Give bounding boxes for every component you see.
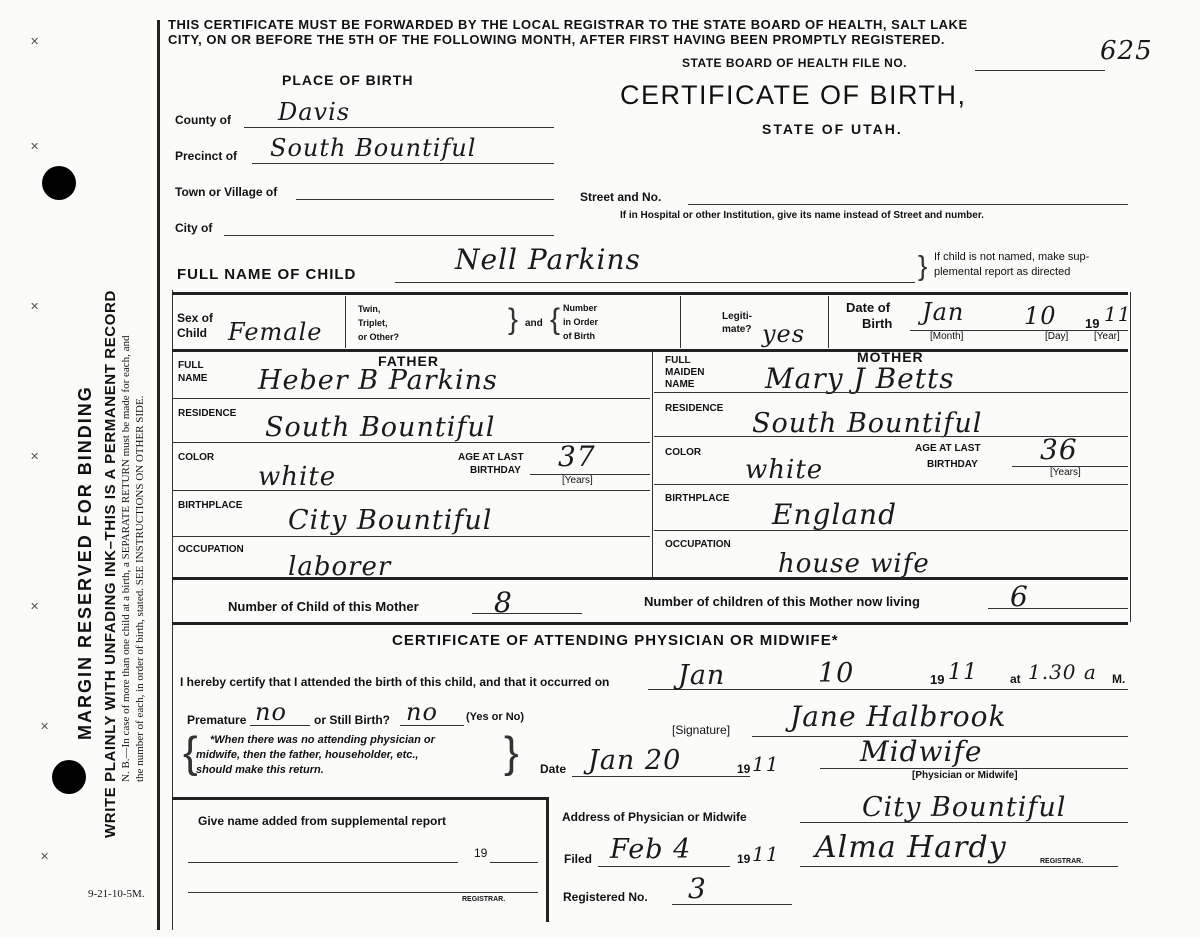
date-label: Date	[540, 762, 567, 776]
signature-value[interactable]: Jane Halbrook	[790, 700, 1007, 733]
mother-full-label-2: MAIDEN	[665, 367, 705, 378]
signature-label: [Signature]	[672, 723, 731, 737]
mother-occupation-value[interactable]: house wife	[778, 549, 930, 579]
order-brace: {	[550, 303, 561, 336]
twin-label-2: Triplet,	[358, 318, 388, 328]
sex-divider	[345, 296, 346, 348]
father-color-value[interactable]: white	[258, 462, 337, 492]
father-color-line	[172, 490, 650, 491]
dob-label-1: Date of	[846, 300, 891, 315]
father-birthplace-label: BIRTHPLACE	[178, 500, 243, 511]
note-line1: *When there was no attending physician or	[210, 734, 435, 746]
role-value[interactable]: Midwife	[860, 735, 983, 768]
certificate-title: CERTIFICATE OF BIRTH,	[620, 80, 967, 110]
supplemental-right-rule	[546, 797, 549, 922]
registrar-label: REGISTRAR.	[1040, 858, 1084, 865]
margin-tick: ✕	[40, 851, 50, 863]
registered-line	[672, 904, 792, 905]
margin-tick: ✕	[30, 601, 40, 613]
county-line	[244, 127, 554, 128]
child-number-value[interactable]: 8	[494, 586, 513, 619]
mother-birthplace-label: BIRTHPLACE	[665, 493, 730, 504]
supplemental-registrar-line	[188, 892, 538, 893]
mother-age-label-2: BIRTHDAY	[927, 459, 978, 470]
date-value[interactable]: Jan 20	[588, 745, 682, 776]
mother-name-line	[654, 392, 1128, 393]
note-brace-right: }	[504, 728, 519, 777]
date-year-prefix: 19	[737, 762, 751, 776]
mother-full-label-3: NAME	[665, 379, 695, 390]
occurred-day[interactable]: 10	[818, 658, 855, 689]
role-line	[820, 768, 1128, 769]
stillbirth-value[interactable]: no	[406, 698, 438, 726]
left-frame-line	[157, 20, 160, 930]
legit-label-1: Legiti-	[722, 311, 752, 322]
legit-label-2: mate?	[722, 324, 752, 335]
child-name-line	[395, 282, 915, 283]
precinct-line	[252, 163, 554, 164]
order-label-2: in Order	[563, 317, 599, 327]
right-frame-line	[1130, 292, 1131, 622]
mother-residence-value[interactable]: South Bountiful	[752, 408, 983, 439]
occurred-month[interactable]: Jan	[678, 660, 726, 691]
child-number-line	[472, 613, 582, 614]
filed-line	[598, 866, 730, 867]
legit-divider	[828, 296, 829, 348]
physician-top-rule	[172, 622, 1128, 625]
m-label: M.	[1112, 672, 1126, 686]
supplemental-year-line	[490, 862, 538, 863]
children-living-line	[988, 608, 1128, 609]
parents-top-rule	[172, 349, 1128, 352]
filed-value[interactable]: Feb 4	[610, 834, 692, 865]
precinct-label: Precinct of	[175, 149, 238, 163]
father-occupation-value[interactable]: laborer	[288, 552, 392, 582]
dob-month-label: [Month]	[930, 331, 964, 342]
margin-tick: ✕	[30, 36, 40, 48]
premature-line	[250, 725, 310, 726]
binding-hole-top	[42, 166, 76, 200]
father-age-label-1: AGE AT LAST	[458, 452, 524, 463]
file-no-label: STATE BOARD OF HEALTH FILE NO.	[682, 56, 907, 70]
left-frame-line-inner	[172, 290, 173, 930]
parents-divider	[652, 352, 653, 578]
town-label: Town or Village of	[175, 185, 278, 199]
mother-color-label: COLOR	[665, 447, 702, 458]
mother-full-label-1: FULL	[665, 355, 691, 366]
occurred-year[interactable]: 11	[948, 660, 978, 685]
margin-tick: ✕	[30, 451, 40, 463]
address-value[interactable]: City Bountiful	[862, 792, 1067, 823]
father-name-value[interactable]: Heber B Parkins	[258, 365, 498, 396]
sex-label-1: Sex of	[177, 311, 214, 325]
unnamed-brace: }	[918, 250, 928, 281]
filed-label: Filed	[564, 852, 593, 866]
dob-year-label: [Year]	[1094, 331, 1120, 342]
physician-heading: CERTIFICATE OF ATTENDING PHYSICIAN OR MIDWIFE*	[392, 632, 839, 649]
address-line	[800, 822, 1128, 823]
child-name-label: FULL NAME OF CHILD	[177, 266, 357, 283]
stillbirth-label: or Still Birth?	[314, 713, 390, 727]
margin-tick: ✕	[40, 721, 50, 733]
registered-label: Registered No.	[563, 890, 648, 904]
father-age-value[interactable]: 37	[558, 440, 596, 473]
city-line	[224, 235, 554, 236]
form-code: 9-21-10-5M.	[88, 888, 145, 900]
dob-day-label: [Day]	[1045, 331, 1069, 342]
order-divider	[680, 296, 681, 348]
at-label: at	[1010, 672, 1021, 686]
date-year[interactable]: 11	[752, 752, 780, 776]
father-heading: FATHER	[378, 353, 439, 369]
note-line2: midwife, then the father, householder, etc.,	[196, 749, 419, 761]
filed-year[interactable]: 11	[752, 842, 780, 866]
dob-label-2: Birth	[862, 316, 893, 331]
dob-year[interactable]: 11	[1104, 302, 1132, 326]
county-value[interactable]: Davis	[278, 98, 351, 126]
date-line	[572, 776, 750, 777]
file-no-line	[975, 70, 1105, 71]
margin-ink-text: WRITE PLAINLY WITH UNFADING INK–THIS IS A PERMANENT RECORD	[102, 290, 119, 838]
street-label: Street and No.	[580, 190, 662, 204]
twin-label-1: Twin,	[358, 304, 381, 314]
father-years-label: [Years]	[562, 475, 593, 486]
order-label-3: of Birth	[563, 331, 595, 341]
mother-color-value[interactable]: white	[745, 455, 824, 485]
state-label: STATE OF UTAH.	[762, 121, 903, 137]
binding-hole-bottom	[52, 760, 86, 794]
dob-day[interactable]: 10	[1024, 302, 1057, 330]
dob-month[interactable]: Jan	[922, 298, 965, 326]
children-living-value[interactable]: 6	[1010, 580, 1029, 613]
registered-value[interactable]: 3	[688, 872, 707, 905]
certify-text: I hereby certify that I attended the birth of this child, and that it occurred on	[180, 675, 610, 689]
town-line	[296, 199, 554, 200]
supplemental-top-rule	[172, 797, 548, 800]
children-living-label: Number of children of this Mother now living	[644, 594, 920, 609]
precinct-value[interactable]: South Bountiful	[270, 134, 477, 162]
father-name-line	[172, 398, 650, 399]
sex-value[interactable]: Female	[228, 318, 323, 346]
mother-residence-label: RESIDENCE	[665, 403, 724, 414]
father-birthplace-line	[172, 536, 650, 537]
street-line	[688, 204, 1128, 205]
hospital-note: If in Hospital or other Institution, give its name instead of Street and number.	[620, 210, 984, 221]
unnamed-note-line1: If child is not named, make sup-	[934, 251, 1090, 263]
child-name-value[interactable]: Nell Parkins	[455, 243, 641, 276]
dob-year-prefix: 19	[1085, 316, 1100, 331]
place-of-birth-heading: PLACE OF BIRTH	[282, 72, 414, 88]
note-brace-left: {	[183, 728, 198, 777]
twin-label-3: or Other?	[358, 332, 400, 342]
margin-nb-line2: the number of each, in order of birth, stated. SEE INSTRUCTIONS ON OTHER SIDE.	[134, 395, 146, 782]
note-line3: should make this return.	[196, 764, 324, 776]
father-residence-value[interactable]: South Bountiful	[265, 412, 496, 443]
supplemental-registrar-label: REGISTRAR.	[462, 896, 506, 903]
child-number-label: Number of Child of this Mother	[228, 599, 419, 614]
mother-name-value[interactable]: Mary J Betts	[765, 362, 955, 395]
premature-label: Premature	[187, 713, 247, 727]
occurred-time[interactable]: 1.30 a	[1028, 660, 1097, 684]
supplemental-name-line	[188, 862, 458, 863]
registrar-value[interactable]: Alma Hardy	[815, 830, 1007, 865]
registrar-line	[800, 866, 1118, 867]
mother-years-label: [Years]	[1050, 467, 1081, 478]
filed-year-prefix: 19	[737, 852, 751, 866]
mother-birthplace-line	[654, 530, 1128, 531]
margin-nb-line1: N. B.—In case of more than one child at a birth, a SEPARATE RETURN must be made for each, and	[120, 335, 132, 782]
order-label-1: Number	[563, 303, 598, 313]
father-color-label: COLOR	[178, 452, 215, 463]
margin-tick: ✕	[30, 141, 40, 153]
city-label: City of	[175, 221, 213, 235]
occurred-year-prefix: 19	[930, 672, 945, 687]
row-top-rule	[172, 292, 1128, 295]
and-label: and	[525, 318, 543, 329]
mother-birthplace-value[interactable]: England	[772, 498, 898, 531]
county-label: County of	[175, 113, 231, 127]
unnamed-note-line2: plemental report as directed	[934, 266, 1071, 278]
forward-instructions-line1: THIS CERTIFICATE MUST BE FORWARDED BY THE LOCAL REGISTRAR TO THE STATE BOARD OF HEALTH, SALT LAKE	[168, 17, 968, 32]
parents-bottom-rule	[172, 577, 1128, 580]
file-no-value: 625	[1100, 36, 1153, 66]
father-age-label-2: BIRTHDAY	[470, 465, 521, 476]
sex-label-2: Child	[177, 326, 207, 340]
stillbirth-line	[400, 725, 464, 726]
premature-value[interactable]: no	[255, 698, 287, 726]
father-full-label-1: FULL	[178, 360, 204, 371]
twin-brace: }	[508, 303, 519, 336]
mother-age-label-1: AGE AT LAST	[915, 443, 981, 454]
mother-occupation-label: OCCUPATION	[665, 539, 731, 550]
forward-instructions-line2: CITY, ON OR BEFORE THE 5TH OF THE FOLLOWING MONTH, AFTER FIRST HAVING BEEN PROMPTLY REGISTERED.	[168, 32, 945, 47]
father-residence-label: RESIDENCE	[178, 408, 237, 419]
supplemental-year-prefix: 19	[474, 846, 488, 860]
mother-color-line	[654, 484, 1128, 485]
father-full-label-2: NAME	[178, 373, 208, 384]
mother-age-value[interactable]: 36	[1040, 433, 1078, 466]
margin-binding-text: MARGIN RESERVED FOR BINDING	[75, 385, 95, 740]
mother-heading: MOTHER	[857, 349, 924, 365]
supplemental-heading: Give name added from supplemental report	[198, 814, 447, 828]
margin-tick: ✕	[30, 301, 40, 313]
father-occupation-label: OCCUPATION	[178, 544, 244, 555]
legit-value[interactable]: yes	[762, 320, 806, 348]
father-birthplace-value[interactable]: City Bountiful	[288, 505, 493, 536]
address-label: Address of Physician or Midwife	[562, 810, 747, 824]
yes-no-label: (Yes or No)	[466, 711, 525, 723]
role-label: [Physician or Midwife]	[912, 770, 1018, 781]
